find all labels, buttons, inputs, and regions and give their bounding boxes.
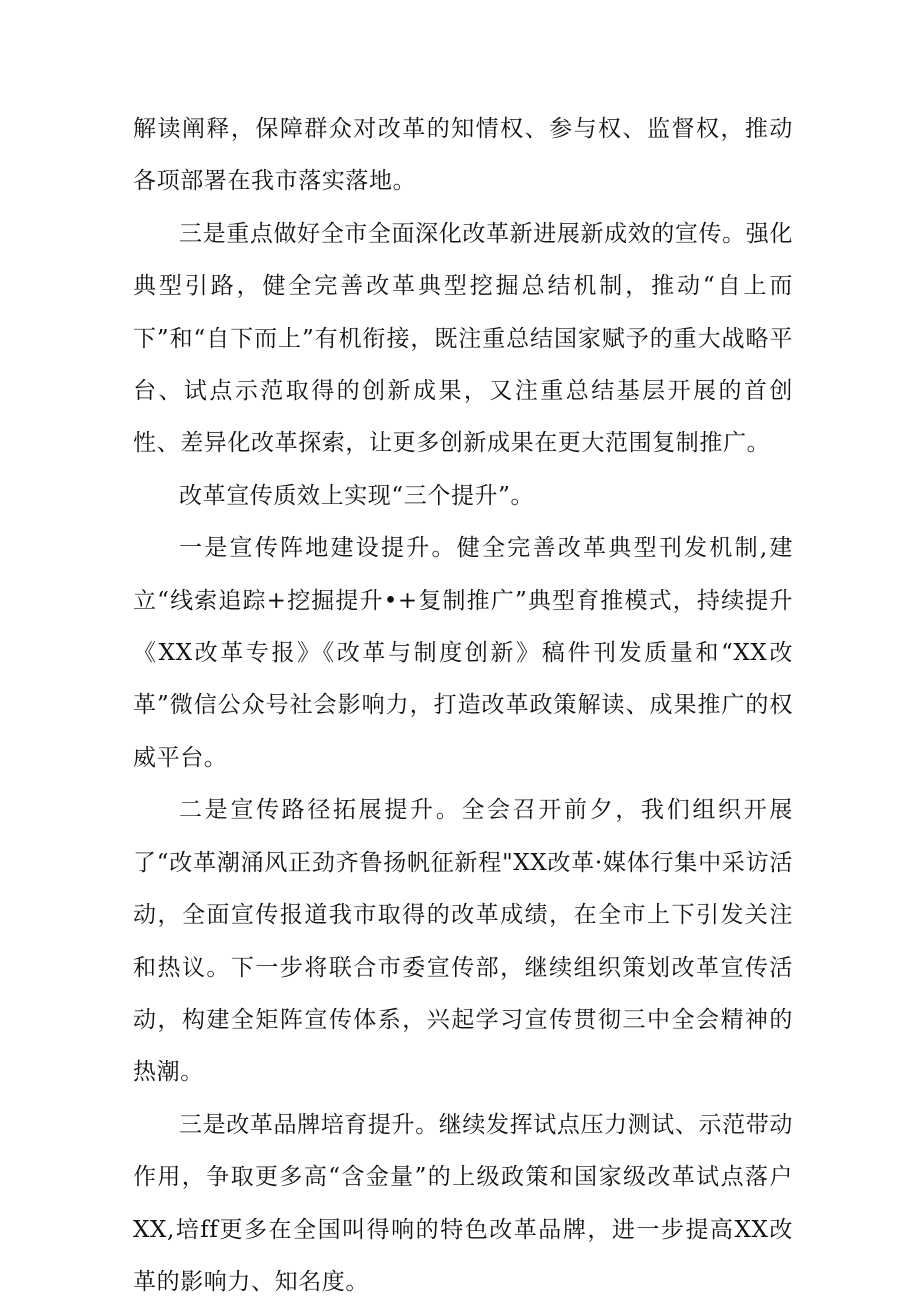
paragraph-third-point-publicity: 三是重点做好全市全面深化改革新进展新成效的宣传。强化典型引路，健全完善改革典型挖掘总结机制，推动“自上而下”和“自下而上”有机衔接，既注重总结国家赋予的重大战略平台、试点示范取得的创新成果，又注重总结基层开展的首创性、差异化改革探索，让更多创新成果在更大范围复制推广。 (133, 220, 793, 457)
paragraph-first-improvement: 一是宣传阵地建设提升。健全完善改革典型刊发机制,建立“线索追踪+挖掘提升•+复制推广”典型育推模式，持续提升《XX改革专报》《改革与制度创新》稿件刊发质量和“XX改革”微信公众号社会影响力，打造改革政策解读、成果推广的权威平台。 (133, 535, 793, 771)
paragraph-second-improvement: 二是宣传路径拓展提升。全会召开前夕，我们组织开展了“改革潮涌风正劲齐鲁扬帆征新程"XX改革·媒体行集中采访活动，全面宣传报道我市取得的改革成绩，在全市上下引发关注和热议。下一步将联合市委宣传部，继续组织策划改革宣传活动，构建全矩阵宣传体系，兴起学习宣传贯彻三中全会精神的热潮。 (133, 797, 793, 1086)
paragraph-continuation: 解读阐释，保障群众对改革的知情权、参与权、监督权，推动各项部署在我市落实落地。 (133, 116, 793, 195)
document-body (133, 103, 793, 1308)
paragraph-third-improvement: 三是改革品牌培育提升。继续发挥试点压力测试、示范带动作用，争取更多高“含金量”的上级政策和国家级改革试点落户XX,培ff更多在全国叫得响的特色改革品牌，进一步提高XX改革的影响力、知名度。 (133, 1111, 793, 1295)
paragraph-three-improvements-heading: 改革宣传质效上实现“三个提升”。 (179, 482, 535, 509)
